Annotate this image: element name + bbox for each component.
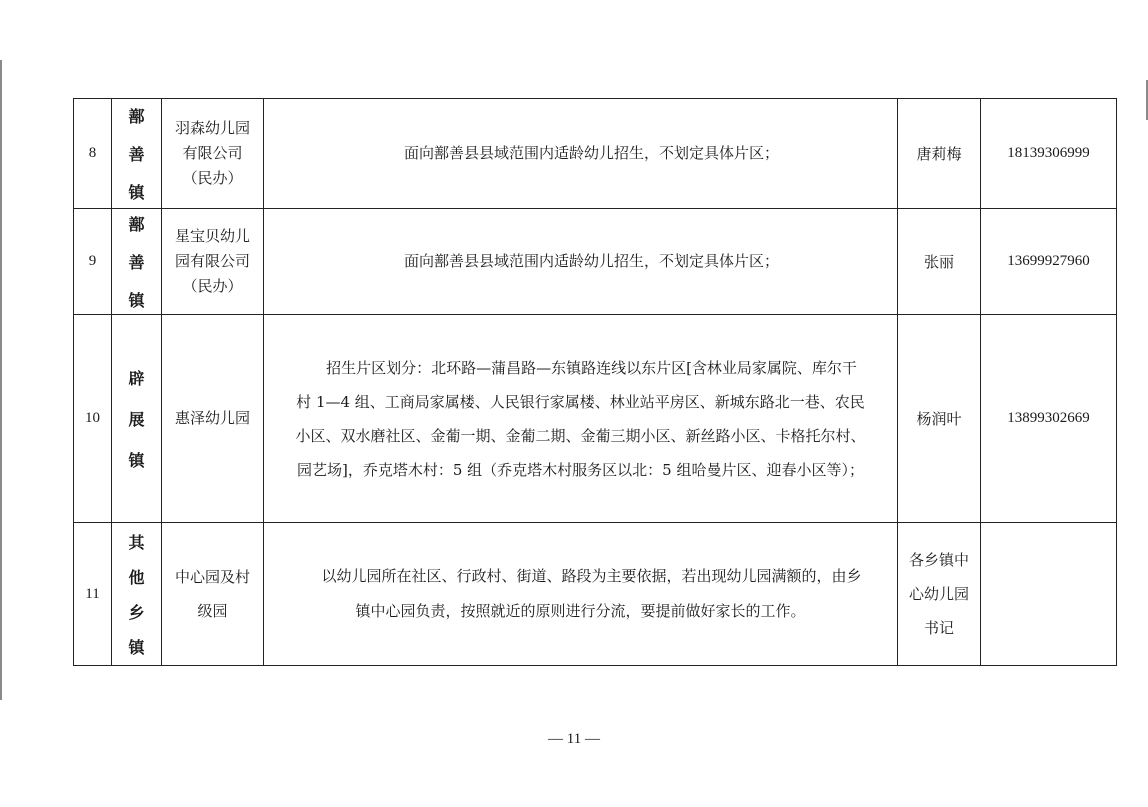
row-number: 10 xyxy=(74,315,112,523)
enrollment-area: 以幼儿园所在社区、行政村、街道、路段为主要依据，若出现幼儿园满额的，由乡 镇中心园负责，按照就近的原则进行分流，要提前做好家长的工作。 xyxy=(264,523,898,666)
scan-edge-left xyxy=(0,60,2,700)
town-cell xyxy=(112,99,162,209)
kindergarten-name: 羽森幼儿园 有限公司 （民办） xyxy=(162,99,264,209)
contact-person: 各乡镇中 心幼儿园 书记 xyxy=(898,523,981,666)
contact-phone xyxy=(981,523,1117,666)
page-number: — 11 — xyxy=(548,731,600,747)
enrollment-area: 面向鄯善县县域范围内适龄幼儿招生，不划定具体片区； xyxy=(264,99,898,209)
table-row xyxy=(74,523,1117,666)
town-char: 善 xyxy=(128,253,145,272)
row-number: 11 xyxy=(74,523,112,666)
kindergarten-name: 星宝贝幼儿 园有限公司 （民办） xyxy=(162,209,264,315)
table-row xyxy=(74,209,1117,315)
town-char: 镇 xyxy=(128,183,145,202)
table-row xyxy=(74,315,1117,523)
enrollment-area: 面向鄯善县县域范围内适龄幼儿招生，不划定具体片区； xyxy=(264,209,898,315)
kindergarten-name: 惠泽幼儿园 xyxy=(162,315,264,523)
town-char: 其 xyxy=(128,533,145,552)
town-char: 他 xyxy=(128,568,145,587)
town-char: 展 xyxy=(128,410,145,429)
town-char: 镇 xyxy=(128,291,145,310)
town-char: 镇 xyxy=(128,451,145,470)
town-char: 鄯 xyxy=(128,215,145,234)
contact-person: 杨润叶 xyxy=(898,315,981,523)
town-char: 鄯 xyxy=(128,107,145,126)
row-number: 8 xyxy=(74,99,112,209)
town-char: 镇 xyxy=(128,638,145,657)
town-char: 辟 xyxy=(128,369,145,388)
kindergarten-name: 中心园及村 级园 xyxy=(162,523,264,666)
contact-phone: 13899302669 xyxy=(981,315,1117,523)
town-char: 善 xyxy=(128,145,145,164)
row-number: 9 xyxy=(74,209,112,315)
contact-phone: 13699927960 xyxy=(981,209,1117,315)
contact-phone: 18139306999 xyxy=(981,99,1117,209)
contact-person: 张丽 xyxy=(898,209,981,315)
kindergarten-enrollment-table xyxy=(73,98,1117,666)
contact-person: 唐莉梅 xyxy=(898,99,981,209)
enrollment-area: 招生片区划分：北环路—蒲昌路—东镇路连线以东片区[含林业局家属院、库尔干 村 1—4 组、工商局家属楼、人民银行家属楼、林业站平房区、新城东路北一巷、农民 小区、双水磨社区、金葡一期、金葡二期、金葡三期小区、新丝路小区、卡格托尔村、 园艺场]，乔克塔木村：5 组（乔克塔木村服务区以北：5 组哈曼片区、迎春小区等）； xyxy=(264,315,898,523)
town-cell xyxy=(112,523,162,666)
town-cell xyxy=(112,315,162,523)
town-cell xyxy=(112,209,162,315)
table-row xyxy=(74,99,1117,209)
town-char: 乡 xyxy=(128,603,145,622)
